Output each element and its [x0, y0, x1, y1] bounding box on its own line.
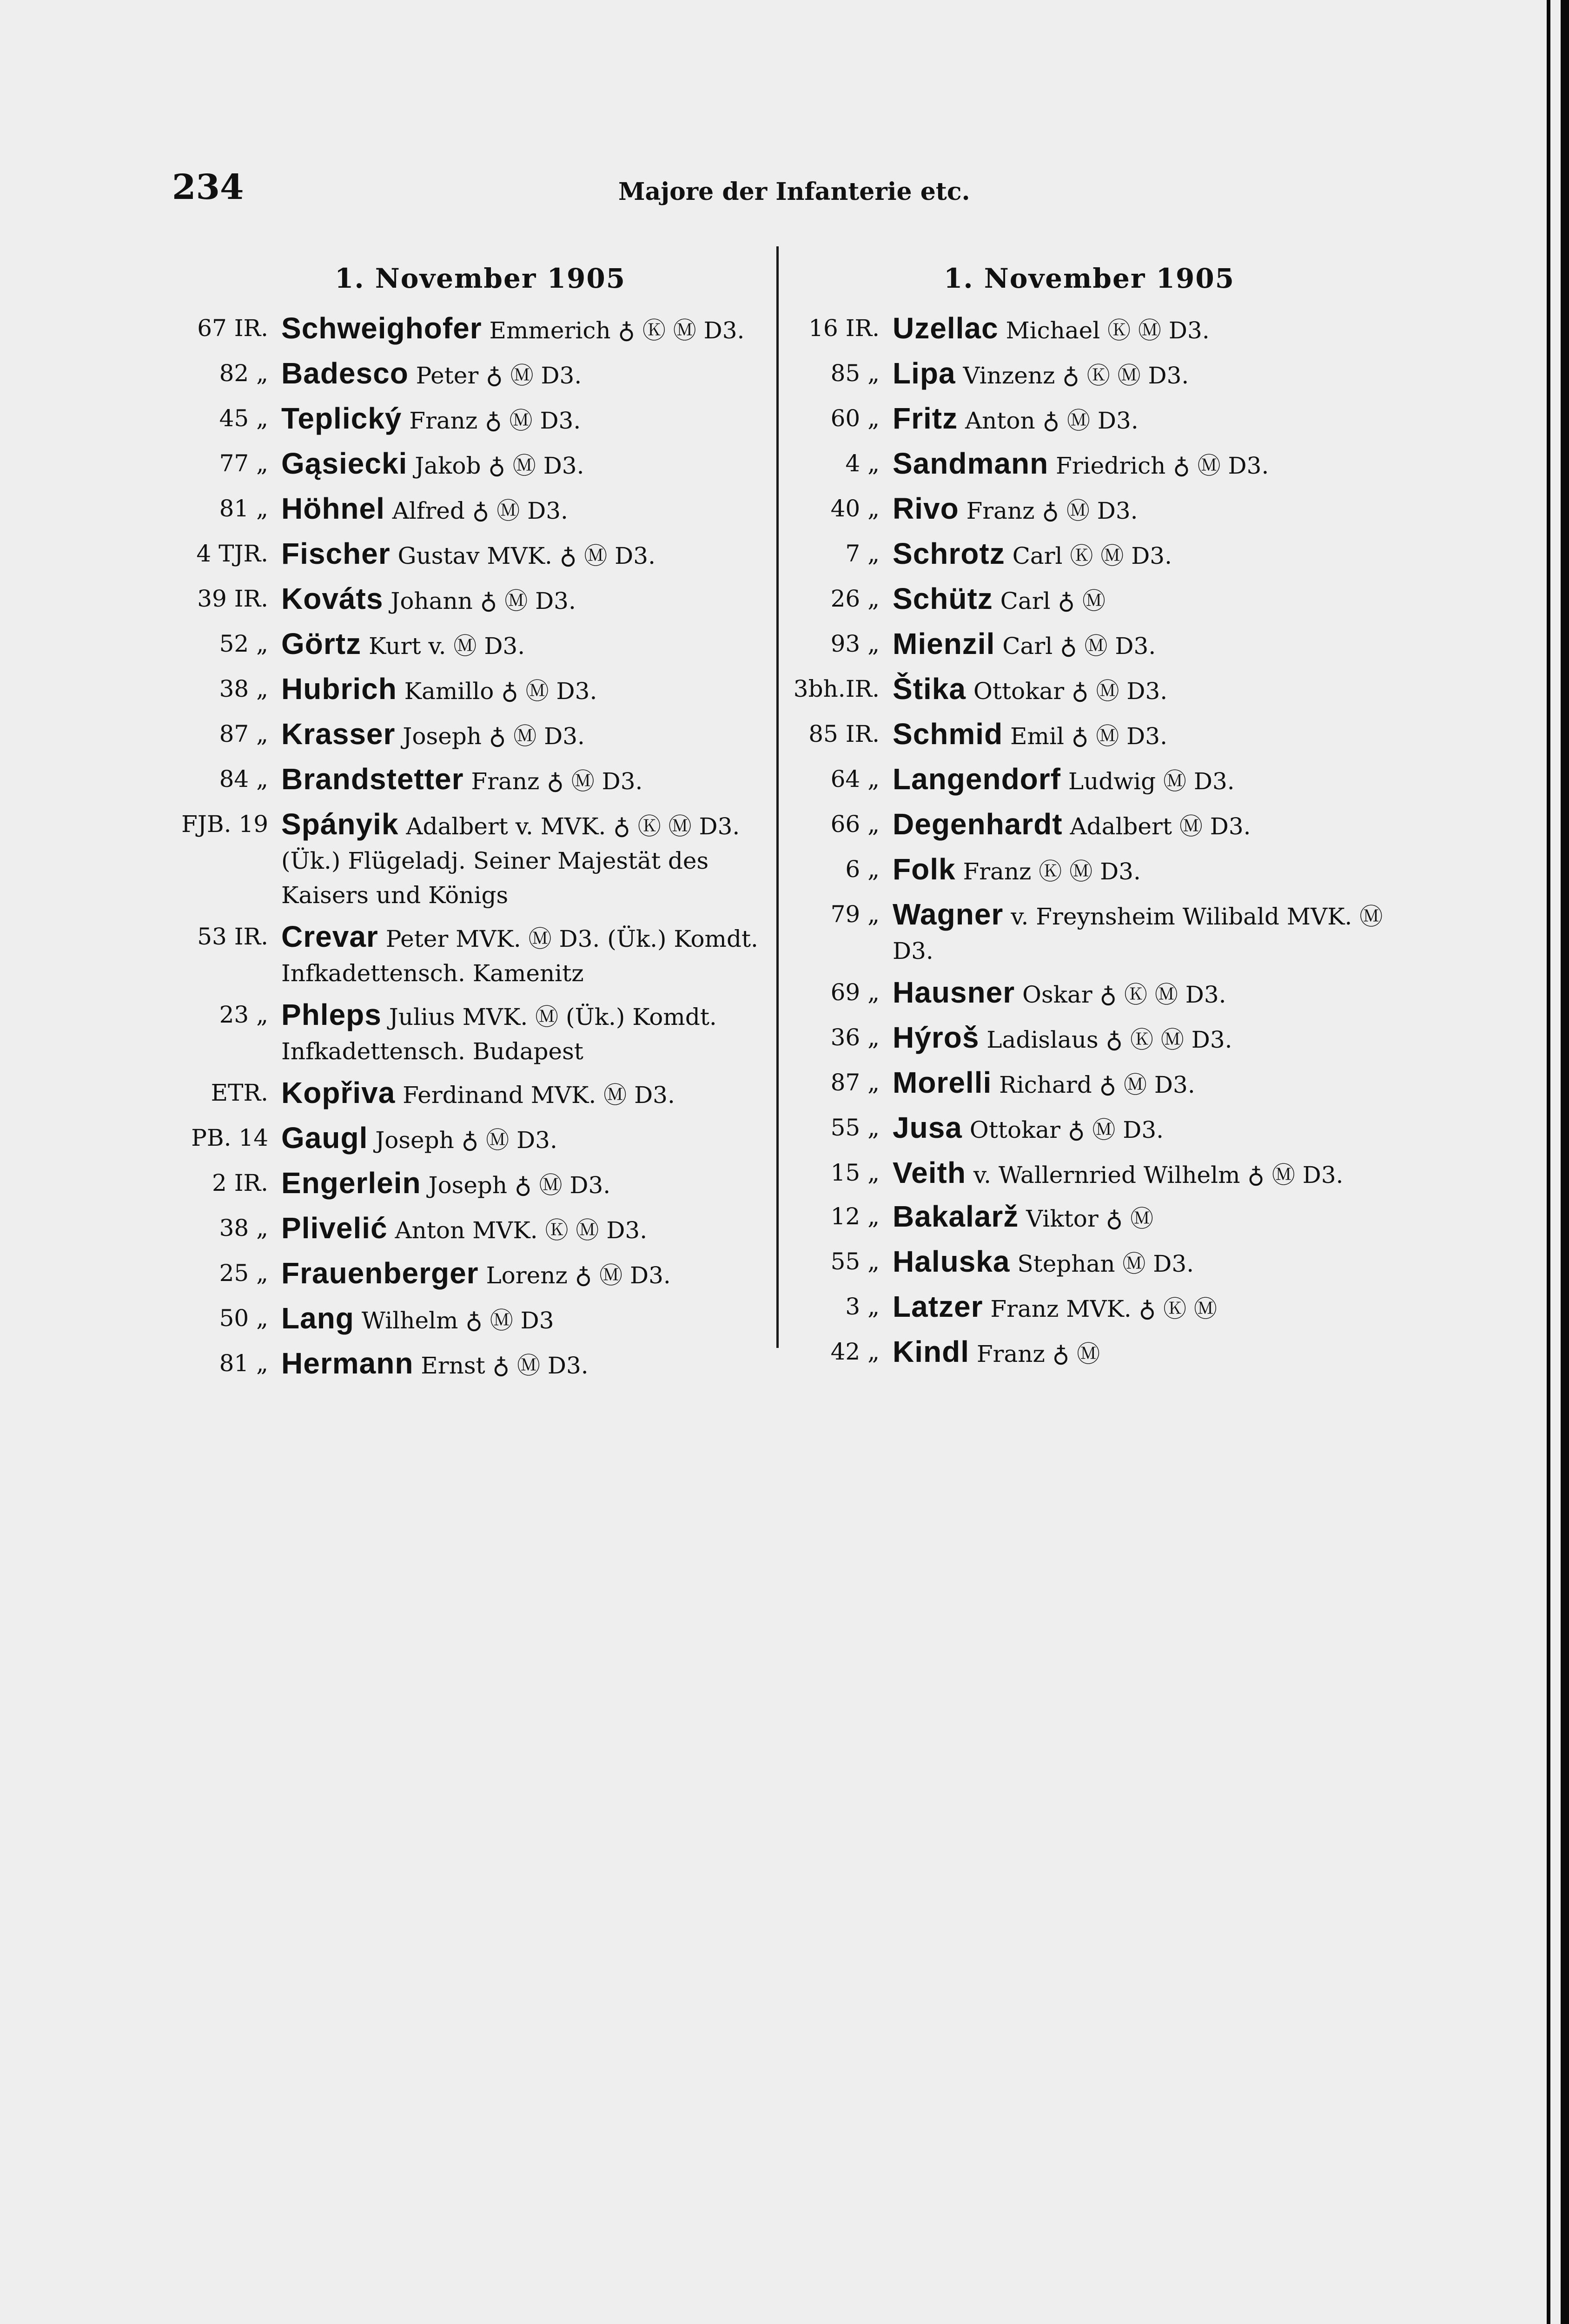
officer-details: Wilhelm ♁ Ⓜ D3	[354, 1307, 554, 1334]
officer-line	[893, 1151, 1344, 1195]
unit-label: 79 „	[830, 901, 880, 928]
officer-entry	[783, 848, 1425, 893]
officer-line	[281, 758, 642, 803]
officer-details: Carl ♁ Ⓜ	[993, 588, 1106, 614]
officer-line	[893, 971, 1226, 1016]
unit-label: 82 „	[219, 360, 268, 387]
officer-line	[893, 307, 1210, 352]
officer-surname: Frauenberger	[281, 1256, 479, 1290]
officer-line	[893, 487, 1138, 532]
officer-entry	[783, 1151, 1425, 1195]
officer-surname: Spányik	[281, 807, 399, 841]
officer-surname: Krasser	[281, 717, 396, 751]
officer-details: Michael Ⓚ Ⓜ D3.	[998, 317, 1210, 344]
officer-surname: Latzer	[893, 1290, 983, 1323]
left-column	[139, 307, 772, 1387]
officer-surname: Höhnel	[281, 492, 385, 525]
officer-entry	[139, 622, 772, 667]
unit-label: 39 IR.	[197, 585, 268, 612]
officer-entry	[783, 667, 1425, 713]
officer-line	[281, 397, 581, 442]
officer-line	[893, 532, 1172, 577]
officer-surname: Lipa	[893, 357, 956, 390]
officer-details: Joseph ♁ Ⓜ D3.	[368, 1127, 557, 1154]
officer-surname: Mienzil	[893, 627, 995, 660]
officer-surname: Schrotz	[893, 537, 1005, 570]
officer-entry	[139, 352, 772, 397]
officer-line	[893, 622, 1156, 667]
unit-label: 3 „	[845, 1293, 880, 1320]
unit-label: 52 „	[219, 630, 268, 657]
officer-line	[893, 667, 1167, 713]
officer-line	[893, 1240, 1194, 1285]
officer-surname: Uzellac	[893, 311, 999, 345]
unit-label: 42 „	[830, 1338, 880, 1365]
officer-entry	[783, 1016, 1425, 1061]
officer-line	[281, 1162, 610, 1207]
officer-entry	[783, 1240, 1425, 1285]
unit-label: 3bh.IR.	[793, 675, 880, 702]
officer-entry	[783, 352, 1425, 397]
officer-surname: Sandmann	[893, 447, 1049, 480]
officer-details: Kurt v. Ⓜ D3.	[361, 633, 525, 660]
unit-label: 4 „	[845, 450, 880, 477]
officer-surname: Hermann	[281, 1347, 414, 1380]
officer-surname: Lang	[281, 1301, 354, 1335]
officer-surname: Morelli	[893, 1066, 992, 1099]
officer-surname: Rivo	[893, 492, 959, 525]
officer-surname: Badesco	[281, 357, 409, 390]
officer-line	[893, 1106, 1164, 1151]
officer-details: Peter MVK. Ⓜ D3. (Ük.) Komdt. Infkadettensch. Kamenitz	[281, 925, 758, 987]
officer-line	[281, 532, 655, 577]
officer-line	[281, 993, 772, 1071]
officer-line	[893, 848, 1141, 893]
officer-entry	[783, 1061, 1425, 1106]
officer-line	[893, 352, 1189, 397]
unit-label: 36 „	[830, 1024, 880, 1051]
officer-details: Jakob ♁ Ⓜ D3.	[407, 452, 584, 479]
officer-details: Joseph ♁ Ⓜ D3.	[395, 723, 585, 750]
unit-label: FJB. 19	[181, 811, 268, 838]
officer-details: Joseph ♁ Ⓜ D3.	[421, 1172, 611, 1199]
officer-entry	[139, 442, 772, 487]
officer-entry	[783, 1285, 1425, 1330]
officer-details: Carl ♁ Ⓜ D3.	[995, 633, 1156, 660]
officer-details: Adalbert Ⓜ D3.	[1062, 813, 1251, 840]
right-column-heading: 1. November 1905	[944, 263, 1235, 294]
officer-surname: Schmid	[893, 717, 1003, 751]
officer-entry	[139, 803, 772, 915]
officer-line	[281, 1252, 671, 1297]
officer-entry	[139, 1071, 772, 1116]
officer-details: Franz ♁ Ⓜ	[969, 1340, 1100, 1367]
unit-label: ETR.	[211, 1079, 268, 1106]
officer-line	[893, 758, 1235, 803]
officer-line	[281, 307, 744, 352]
officer-entry	[139, 532, 772, 577]
officer-entry	[139, 1342, 772, 1387]
officer-line	[893, 1016, 1232, 1061]
officer-details: v. Wallernried Wilhelm ♁ Ⓜ D3.	[966, 1162, 1344, 1188]
officer-entry	[139, 577, 772, 622]
officer-surname: Hubrich	[281, 672, 397, 706]
page-number: 234	[172, 167, 244, 207]
officer-surname: Jusa	[893, 1111, 962, 1144]
officer-surname: Engerlein	[281, 1166, 421, 1200]
officer-surname: Veith	[893, 1156, 966, 1189]
unit-label: 85 „	[830, 360, 880, 387]
officer-details: Emil ♁ Ⓜ D3.	[1003, 723, 1167, 750]
unit-label: 60 „	[830, 405, 880, 432]
officer-details: Ottokar ♁ Ⓜ D3.	[962, 1116, 1164, 1143]
officer-surname: Štika	[893, 672, 966, 706]
officer-line	[281, 487, 568, 532]
officer-surname: Fritz	[893, 402, 958, 435]
officer-surname: Gąsiecki	[281, 447, 408, 480]
officer-entry	[139, 1162, 772, 1207]
officer-details: Peter ♁ Ⓜ D3.	[408, 362, 582, 389]
officer-details: Carl Ⓚ Ⓜ D3.	[1005, 542, 1172, 569]
officer-details: Vinzenz ♁ Ⓚ Ⓜ D3.	[955, 362, 1189, 389]
unit-label: 53 IR.	[197, 923, 268, 950]
officer-surname: Brandstetter	[281, 762, 464, 796]
officer-line	[281, 1342, 589, 1387]
unit-label: 23 „	[219, 1001, 268, 1028]
officer-entry	[139, 307, 772, 352]
officer-details: Kamillo ♁ Ⓜ D3.	[397, 678, 597, 705]
officer-line	[281, 1207, 647, 1252]
officer-line	[281, 352, 582, 397]
unit-label: 26 „	[830, 585, 880, 612]
officer-details: Ferdinand MVK. Ⓜ D3.	[395, 1082, 675, 1109]
officer-details: Lorenz ♁ Ⓜ D3.	[478, 1262, 671, 1289]
unit-label: 4 TJR.	[196, 540, 268, 567]
unit-label: 77 „	[219, 450, 268, 477]
officer-details: Richard ♁ Ⓜ D3.	[992, 1071, 1195, 1098]
unit-label: 7 „	[845, 540, 880, 567]
officer-details: Franz ♁ Ⓜ D3.	[959, 497, 1138, 524]
running-head: Majore der Infanterie etc.	[618, 178, 970, 206]
officer-entry	[139, 667, 772, 713]
officer-entry	[139, 758, 772, 803]
officer-surname: Hausner	[893, 976, 1015, 1009]
officer-details: Oskar ♁ Ⓚ Ⓜ D3.	[1015, 981, 1226, 1008]
officer-entry	[139, 713, 772, 758]
officer-entry	[139, 915, 772, 993]
officer-entry	[783, 971, 1425, 1016]
officer-entry	[783, 1106, 1425, 1151]
officer-line	[893, 1061, 1195, 1106]
officer-line	[893, 1330, 1100, 1375]
unit-label: 67 IR.	[197, 315, 268, 342]
officer-surname: Crevar	[281, 920, 378, 953]
unit-label: PB. 14	[191, 1124, 268, 1151]
unit-label: 87 „	[219, 720, 268, 747]
officer-details: Julius MVK. Ⓜ (Ük.) Komdt. Infkadettensch. Budapest	[281, 1004, 717, 1065]
officer-entry	[783, 803, 1425, 848]
officer-details: Ottokar ♁ Ⓜ D3.	[966, 678, 1168, 705]
officer-line	[281, 667, 597, 713]
officer-entry	[783, 622, 1425, 667]
officer-surname: Fischer	[281, 537, 391, 570]
officer-details: Franz ♁ Ⓜ D3.	[402, 407, 581, 434]
officer-surname: Bakalarž	[893, 1200, 1019, 1233]
officer-line	[281, 577, 576, 622]
officer-line	[893, 442, 1269, 487]
officer-details: Franz Ⓚ Ⓜ D3.	[955, 858, 1141, 885]
officer-entry	[783, 1195, 1425, 1240]
officer-surname: Langendorf	[893, 762, 1061, 796]
column-divider	[776, 246, 779, 1348]
officer-surname: Kopřiva	[281, 1076, 396, 1109]
officer-entry	[783, 577, 1425, 622]
officer-line	[893, 803, 1251, 848]
officer-details: Alfred ♁ Ⓜ D3.	[384, 497, 568, 524]
officer-entry	[783, 487, 1425, 532]
officer-line	[893, 1285, 1217, 1330]
officer-details: Johann ♁ Ⓜ D3.	[383, 588, 576, 614]
unit-label: 2 IR.	[212, 1169, 268, 1196]
unit-label: 69 „	[830, 979, 880, 1006]
officer-entry	[783, 397, 1425, 442]
officer-details: Ladislaus ♁ Ⓚ Ⓜ D3.	[979, 1026, 1232, 1053]
officer-line	[281, 1071, 675, 1116]
officer-entry	[139, 1252, 772, 1297]
officer-details: Franz MVK. ♁ Ⓚ Ⓜ	[983, 1295, 1218, 1322]
officer-line	[893, 577, 1106, 622]
unit-label: 45 „	[219, 405, 268, 432]
unit-label: 6 „	[845, 856, 880, 883]
unit-label: 38 „	[219, 675, 268, 702]
officer-entry	[783, 307, 1425, 352]
officer-line	[281, 803, 772, 915]
officer-entry	[783, 758, 1425, 803]
officer-line	[281, 713, 585, 758]
unit-label: 81 „	[219, 1350, 268, 1377]
officer-surname: Kováts	[281, 582, 384, 615]
unit-label: 64 „	[830, 766, 880, 792]
officer-details: Adalbert v. MVK. ♁ Ⓚ Ⓜ D3. (Ük.) Flügeladj. Seiner Majestät des Kaisers und Königs	[281, 813, 740, 909]
right-column	[783, 307, 1425, 1375]
officer-line	[281, 1116, 557, 1162]
officer-entry	[139, 397, 772, 442]
officer-surname: Görtz	[281, 627, 362, 660]
unit-label: 85 IR.	[808, 720, 880, 747]
officer-details: Ernst ♁ Ⓜ D3.	[413, 1352, 589, 1379]
officer-entry	[139, 487, 772, 532]
unit-label: 93 „	[830, 630, 880, 657]
officer-surname: Haluska	[893, 1245, 1010, 1278]
unit-label: 16 IR.	[808, 315, 880, 342]
unit-label: 84 „	[219, 766, 268, 792]
officer-line	[893, 713, 1167, 758]
unit-label: 50 „	[219, 1305, 268, 1332]
unit-label: 81 „	[219, 495, 268, 522]
officer-surname: Teplický	[281, 402, 402, 435]
unit-label: 87 „	[830, 1069, 880, 1096]
officer-surname: Phleps	[281, 998, 382, 1031]
officer-details: Viktor ♁ Ⓜ	[1019, 1205, 1154, 1232]
officer-line	[893, 397, 1139, 442]
officer-surname: Folk	[893, 852, 956, 886]
officer-entry	[139, 993, 772, 1071]
officer-line	[893, 893, 1425, 971]
officer-surname: Hýroš	[893, 1021, 980, 1054]
officer-surname: Plivelić	[281, 1211, 388, 1245]
officer-surname: Wagner	[893, 898, 1004, 931]
officer-details: Gustav MVK. ♁ Ⓜ D3.	[390, 542, 655, 569]
unit-label: 25 „	[219, 1260, 268, 1287]
unit-label: 15 „	[830, 1159, 880, 1186]
officer-line	[281, 622, 525, 667]
officer-surname: Schütz	[893, 582, 993, 615]
officer-entry	[783, 893, 1425, 971]
page-edge-border-inner	[1547, 0, 1550, 2324]
officer-details: Franz ♁ Ⓜ D3.	[463, 768, 643, 795]
officer-line	[893, 1195, 1153, 1240]
unit-label: 12 „	[830, 1203, 880, 1230]
officer-line	[281, 1297, 554, 1342]
unit-label: 55 „	[830, 1114, 880, 1141]
officer-details: Anton MVK. Ⓚ Ⓜ D3.	[387, 1217, 648, 1244]
page-edge-border	[1561, 0, 1569, 2324]
unit-label: 40 „	[830, 495, 880, 522]
officer-line	[281, 915, 772, 993]
officer-surname: Degenhardt	[893, 807, 1063, 841]
officer-surname: Kindl	[893, 1335, 969, 1368]
unit-label: 38 „	[219, 1215, 268, 1241]
unit-label: 66 „	[830, 811, 880, 838]
officer-details: Friedrich ♁ Ⓜ D3.	[1048, 452, 1269, 479]
officer-entry	[139, 1207, 772, 1252]
officer-entry	[783, 532, 1425, 577]
officer-entry	[139, 1116, 772, 1162]
officer-details: Stephan Ⓜ D3.	[1010, 1250, 1194, 1277]
left-column-heading: 1. November 1905	[335, 263, 626, 294]
officer-entry	[783, 442, 1425, 487]
officer-entry	[139, 1297, 772, 1342]
officer-line	[281, 442, 584, 487]
officer-surname: Schweighofer	[281, 311, 482, 345]
officer-details: Ludwig Ⓜ D3.	[1060, 768, 1235, 795]
unit-label: 55 „	[830, 1248, 880, 1275]
officer-entry	[783, 713, 1425, 758]
officer-entry	[783, 1330, 1425, 1375]
officer-surname: Gaugl	[281, 1121, 368, 1155]
officer-details: Anton ♁ Ⓜ D3.	[958, 407, 1139, 434]
officer-details: Emmerich ♁ Ⓚ Ⓜ D3.	[482, 317, 745, 344]
officer-details: v. Freynsheim Wilibald MVK. Ⓜ D3.	[893, 903, 1383, 964]
